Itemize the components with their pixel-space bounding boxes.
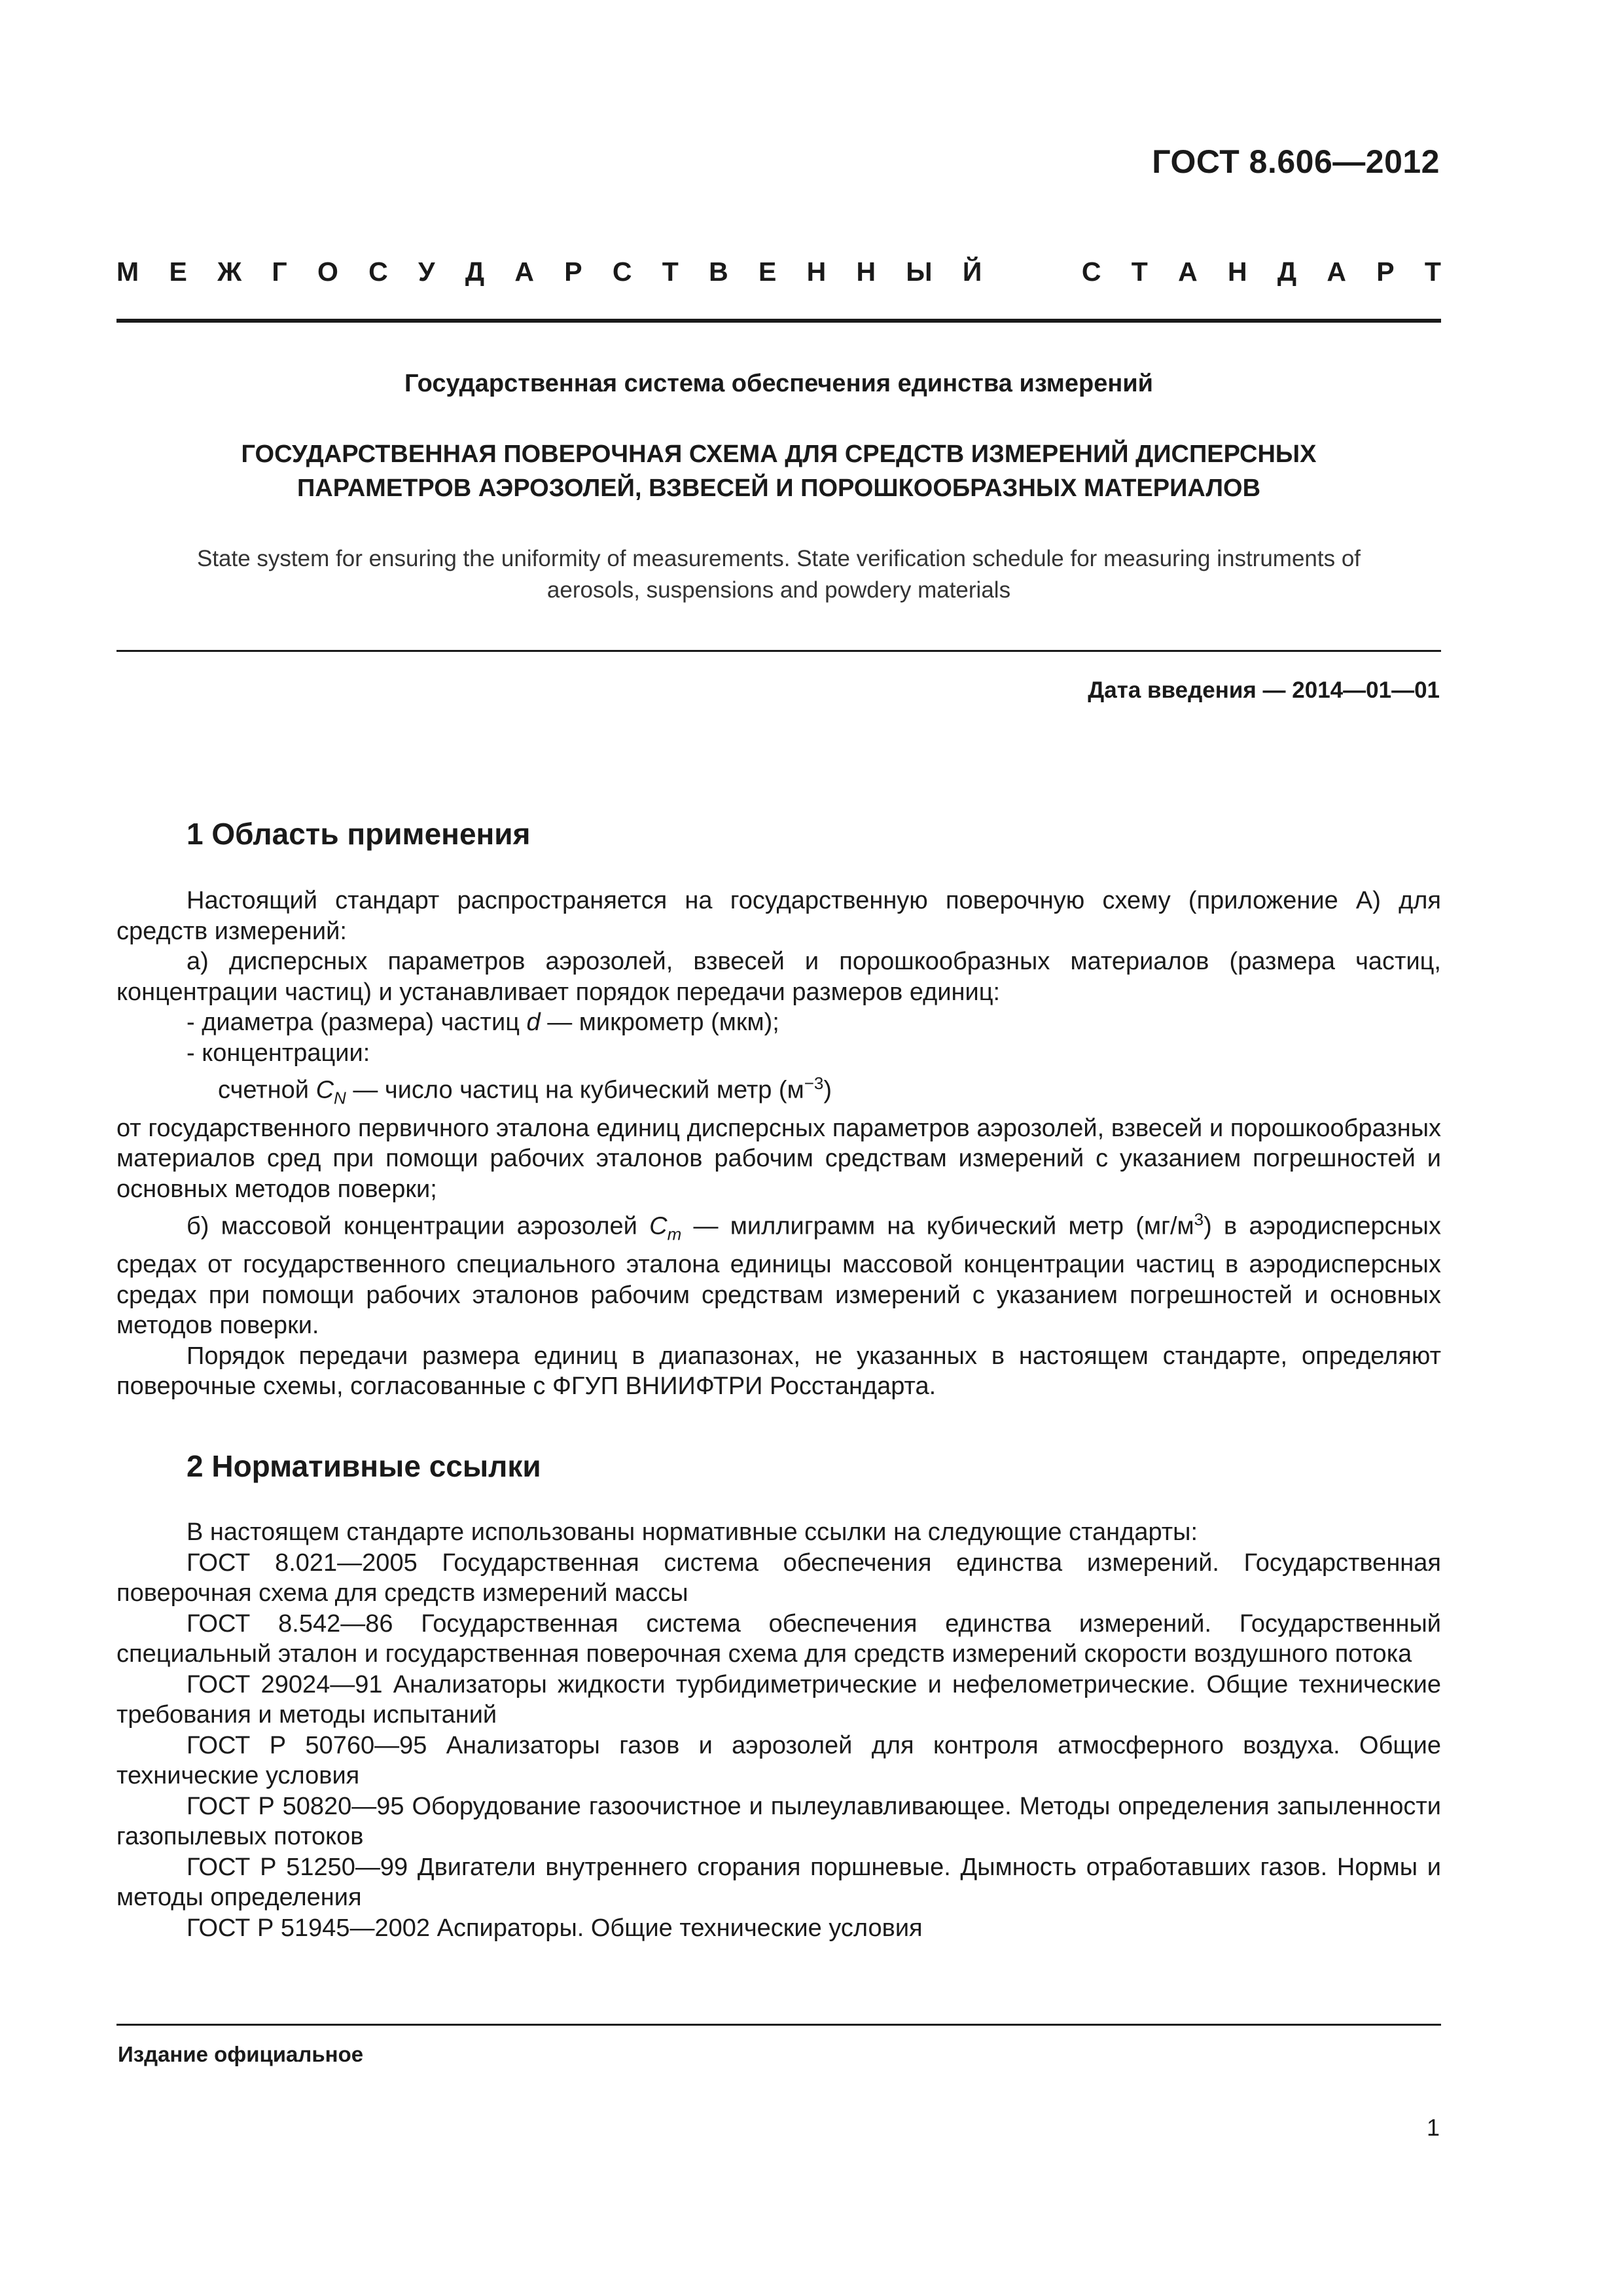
letter: Д	[465, 257, 485, 287]
official-edition-label: Издание официальное	[118, 2042, 364, 2066]
paragraph: от государственного первичного эталона единиц дисперсных параметров аэрозолей, взвесей и порошкообразных материалов сред при помощи рабочих эталонов рабочим средствам измерений с указанием погрешностей и основных методов поверки;	[116, 1114, 1441, 1203]
letter: С	[612, 257, 632, 287]
letter: О	[317, 257, 338, 287]
reference-item: ГОСТ 29024—91 Анализаторы жидкости турбидиметрические и нефелометрические. Общие технические требования и методы испытаний	[116, 1670, 1441, 1729]
letter: У	[418, 257, 435, 287]
paragraph: а) дисперсных параметров аэрозолей, взвесей и порошкообразных материалов (размера частиц, концентрации частиц) и устанавливает порядок передачи размеров единиц:	[116, 948, 1441, 1006]
letter: Т	[1424, 257, 1441, 287]
header-divider	[116, 319, 1441, 323]
variable-cm: C	[649, 1212, 668, 1240]
letter: Е	[758, 257, 777, 287]
letter: Й	[962, 257, 982, 287]
word-gap	[1012, 257, 1052, 287]
paragraph: - концентрации:	[187, 1039, 370, 1067]
letter: С	[368, 257, 388, 287]
letter: Р	[1376, 257, 1395, 287]
text-run: ) в аэродисперсных средах от государственного специального эталона единицы массовой концентрации частиц в аэродисперсных средах при помощи рабочих эталонов рабочим средствам измерений с указанием погрешностей и основных методов поверки.	[116, 1212, 1441, 1339]
footer-divider	[116, 2024, 1441, 2026]
letter: Р	[564, 257, 582, 287]
letter: Т	[1131, 257, 1148, 287]
section-heading-references: 2 Нормативные ссылки	[187, 1449, 541, 1483]
english-title	[116, 543, 1441, 606]
document-title	[116, 437, 1441, 505]
variable-d: d	[526, 1009, 541, 1036]
paragraph: Порядок передачи размера единиц в диапазонах, не указанных в настоящем стандарте, определяют поверочные схемы, согласованные с ФГУП ВНИИФТРИ Росстандарта.	[116, 1342, 1441, 1400]
page-number: 1	[1426, 2114, 1440, 2141]
letter: Н	[806, 257, 827, 287]
letter: А	[514, 257, 534, 287]
reference-item: ГОСТ Р 50820—95 Оборудование газоочистное и пылеулавливающее. Методы определения запыленности газопылевых потоков	[116, 1792, 1441, 1850]
text-run: — микрометр (мкм);	[540, 1009, 779, 1036]
letter: Ж	[217, 257, 242, 287]
text-run: б) массовой концентрации аэрозолей	[187, 1212, 650, 1240]
paragraph	[116, 1007, 1441, 1038]
letter: Н	[856, 257, 876, 287]
standard-number: ГОСТ 8.606—2012	[1152, 143, 1440, 180]
paragraph: Настоящий стандарт распространяется на государственную поверочную схему (приложение А) для средств измерений:	[116, 887, 1441, 945]
title-divider	[116, 650, 1441, 652]
letter: Д	[1277, 257, 1297, 287]
variable-cn: C	[315, 1076, 334, 1104]
letter: М	[116, 257, 139, 287]
introduction-date: Дата введения — 2014—01—01	[1088, 677, 1440, 703]
superscript: 3	[1194, 1210, 1204, 1230]
english-title-line: aerosols, suspensions and powdery materials	[546, 577, 1011, 603]
text-run: — миллиграмм на кубический метр (мг/м	[681, 1212, 1194, 1240]
letter: А	[1327, 257, 1346, 287]
section-scope-body	[116, 886, 1441, 1402]
paragraph: В настоящем стандарте использованы нормативные ссылки на следующие стандарты:	[187, 1518, 1198, 1546]
series-title: Государственная система обеспечения единства измерений	[404, 370, 1154, 397]
text-run: - диаметра (размера) частиц	[187, 1009, 527, 1036]
section-heading-scope: 1 Область применения	[187, 817, 531, 851]
subscript: m	[667, 1224, 682, 1244]
letter: Н	[1227, 257, 1247, 287]
text-run: )	[823, 1076, 832, 1104]
reference-item: ГОСТ Р 50760—95 Анализаторы газов и аэрозолей для контроля атмосферного воздуха. Общие технические условия	[116, 1731, 1441, 1789]
reference-item: ГОСТ 8.021—2005 Государственная система обеспечения единства измерений. Государственная поверочная схема для средств измерений массы	[116, 1549, 1441, 1607]
paragraph	[116, 1068, 1441, 1113]
title-line: ПАРАМЕТРОВ АЭРОЗОЛЕЙ, ВЗВЕСЕЙ И ПОРОШКООБРАЗНЫХ МАТЕРИАЛОВ	[296, 475, 1261, 502]
english-title-line: State system for ensuring the uniformity of measurements. State verification schedule for measuring instruments of	[196, 546, 1361, 571]
reference-item: ГОСТ Р 51945—2002 Аспираторы. Общие технические условия	[187, 1914, 923, 1942]
letter: С	[1081, 257, 1101, 287]
text-run: — число частиц на кубический метр (м	[346, 1076, 804, 1104]
letter: А	[1178, 257, 1198, 287]
reference-item: ГОСТ 8.542—86 Государственная система обеспечения единства измерений. Государственный специальный эталон и государственная поверочная схема для средств измерений скорости воздушного потока	[116, 1609, 1441, 1668]
letter: В	[709, 257, 728, 287]
paragraph	[116, 1204, 1441, 1340]
letter: Ы	[906, 257, 933, 287]
superscript: −3	[804, 1073, 824, 1093]
letter: Г	[272, 257, 287, 287]
title-line: ГОСУДАРСТВЕННАЯ ПОВЕРОЧНАЯ СХЕМА ДЛЯ СРЕДСТВ ИЗМЕРЕНИЙ ДИСПЕРСНЫХ	[241, 440, 1317, 468]
letter: Т	[662, 257, 679, 287]
subscript: N	[334, 1088, 346, 1108]
section-references-body	[116, 1517, 1441, 1943]
letter: Е	[169, 257, 187, 287]
reference-item: ГОСТ Р 51250—99 Двигатели внутреннего сгорания поршневые. Дымность отработавших газов. Нормы и методы определения	[116, 1853, 1441, 1911]
interstate-standard-banner	[116, 257, 1441, 287]
text-run: счетной	[218, 1076, 316, 1104]
